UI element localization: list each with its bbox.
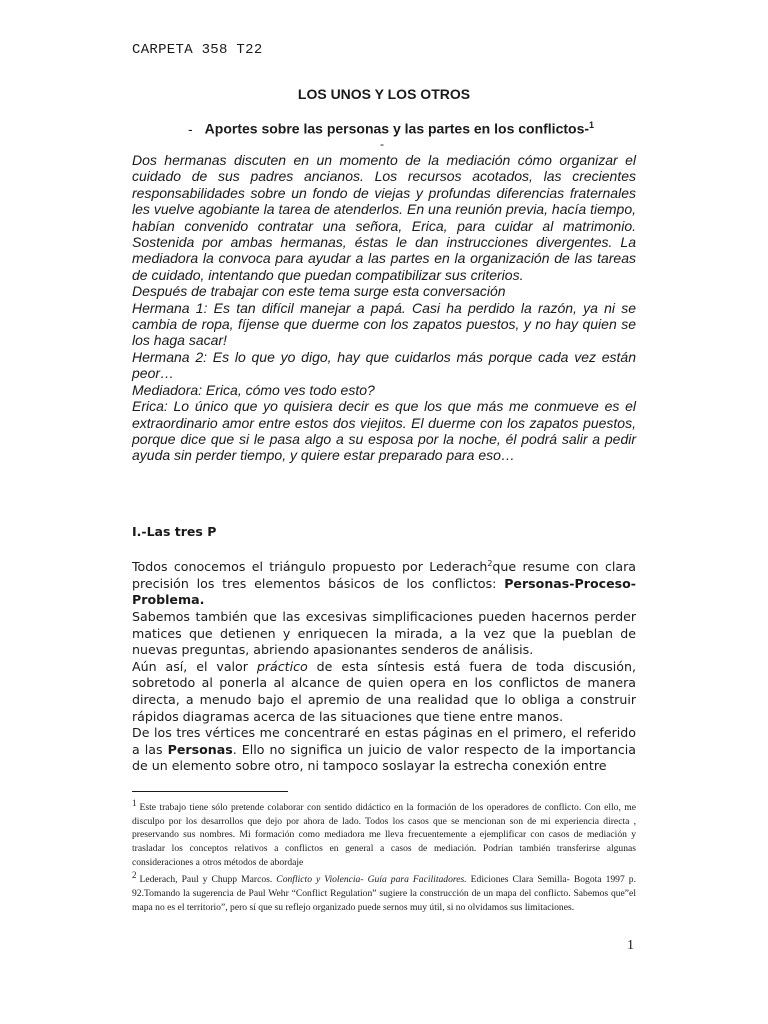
footnote-1: [132, 797, 636, 869]
document-subtitle: [188, 120, 594, 137]
footnote-ref-1: 1: [589, 120, 595, 130]
subtitle-dash: -: [188, 120, 193, 137]
section-heading: I.-Las tres P: [132, 524, 217, 539]
body-text-run: de esta síntesis está fuera de toda discusión, sobretodo al ponerla al alcance de quien opera en los conflictos de manera directa, a menudo bajo el apremio de una realidad que lo obliga a construir rápidos diagramas acerca de las situaciones que tiene entre manos.: [132, 658, 636, 724]
case-paragraph: Erica: Lo único que yo quisiera decir es que los que más me conmueve es el extraordinario amor entre estos dos viejitos. El duerme con los zapatos puestos, porque dice que si le pasa algo a su esposa por la noche, él podrá salir a pedir ayuda sin perder tiempo, y quiere estar preparado para eso…: [132, 398, 636, 464]
body-paragraph: Sabemos también que las excesivas simplificaciones pueden hacernos perder matices que detienen y enriquecen la mirada, a la vez que la pueblan de nuevas preguntas, abriendo apasionantes senderos de análisis.: [132, 608, 636, 658]
section-body: [132, 556, 636, 775]
footnotes: [132, 797, 636, 914]
body-text-run: Todos conocemos el triángulo propuesto por Lederach: [132, 559, 488, 575]
folder-header: CARPETA 358 T22: [132, 42, 263, 58]
page-number: 1: [627, 938, 634, 953]
body-paragraph: [132, 725, 636, 775]
footnote-text: Lederach, Paul y Chupp Marcos.: [139, 874, 277, 886]
footnote-ref-2: 2: [487, 559, 493, 568]
footnote-number: 2: [132, 870, 137, 881]
body-paragraph: [132, 659, 636, 725]
case-paragraph: Hermana 1: Es tan difícil manejar a papá. Casi ha perdido la razón, ya ni se cambia de ropa, fíjense que duerme con los zapatos puestos, y no hay quien se los haga sacar!: [132, 299, 636, 349]
subtitle-second-dash: -: [380, 137, 384, 151]
body-bold-run: Personas-Proceso-Problema.: [132, 575, 636, 608]
footnote-2: [132, 869, 636, 914]
footnote-text: Ediciones Clara Semilla- Bogota 1997 p. 92.Tomando la sugerencia de Paul Wehr “Conflict Regulation” sugiere la construcción de un mapa del conflicto. Sabemos que”el mapa no es el territorio”, pero sí que su reflejo organizado puede sernos muy útil, si no olvidamos sus limitaciones.: [132, 874, 636, 913]
body-paragraph: [132, 556, 636, 609]
body-text-run: . Ello no significa un juicio de valor respecto de la importancia de un elemento sobre otro, ni tampoco soslayar la estrecha conexión entre: [132, 741, 636, 774]
body-bold-run: Personas: [167, 741, 233, 757]
footnote-book-title: Conflicto y Violencia- Guía para Facilitadores.: [276, 874, 467, 886]
case-paragraph: Mediadora: Erica, cómo ves todo esto?: [132, 381, 375, 398]
case-paragraph: Después de trabajar con este tema surge esta conversación: [132, 283, 506, 300]
case-dialog: [132, 152, 636, 464]
case-paragraph: Hermana 2: Es lo que yo digo, hay que cuidarlos más porque cada vez están peor…: [132, 348, 636, 382]
body-text-run: Aún así, el valor: [132, 658, 257, 674]
body-italic-run: práctico: [256, 658, 308, 674]
body-text-run: De los tres vértices me concentraré en estas páginas en el primero, el referido a las: [132, 725, 636, 757]
document-title: LOS UNOS Y LOS OTROS: [297, 86, 471, 102]
case-paragraph: Dos hermanas discuten en un momento de la mediación cómo organizar el cuidado de sus padres ancianos. Los recursos acotados, las crecientes responsabilidades sobre un fondo de viejas y profundas diferencias fraternales les vuelve agobiante la tarea de atenderlos. En una reunión previa, hacía tiempo, habían convenido contratar una señora, Erica, para cuidar al matrimonio. Sostenida por ambas hermanas, éstas le dan instrucciones divergentes. La mediadora la convoca para ayudar a las partes en la organización de las tareas de cuidado, intentando que puedan compatibilizar sus criterios.: [132, 152, 636, 283]
body-text-run: que resume con clara precisión los tres elementos básicos de los conflictos:: [132, 559, 636, 591]
footnote-number: 1: [132, 798, 137, 808]
footnote-text: Este trabajo tiene sólo pretende colaborar con sentido didáctico en la formación de los operadores de conflicto. Con ello, me disculpo por los desarrollos que dejo por ahora de lado. Todos los casos que se mencionan son de mi experiencia directa , preservando sus nombres. Mi formación como mediadora me lleva frecuentemente a ejemplificar con casos de mediación y trasladar los conceptos relativos a conflictos en general a casos de mediación. Podrían también transferirse algunas consideraciones a otros métodos de abordaje: [132, 802, 636, 868]
subtitle-text: Aportes sobre las personas y las partes en los conflictos-: [204, 120, 590, 137]
footnote-separator: [132, 791, 288, 792]
